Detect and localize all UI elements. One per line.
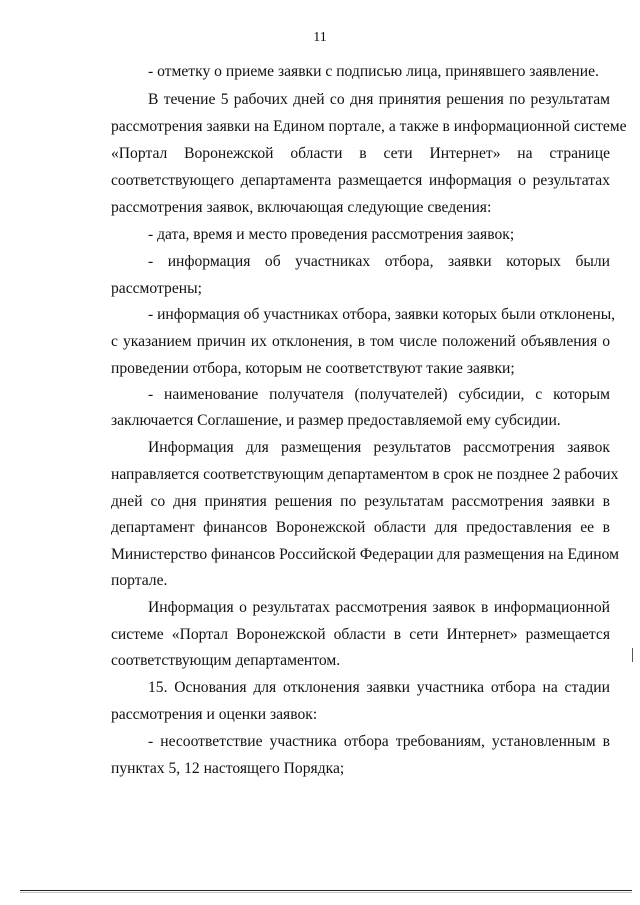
text-line: - информация об участниках отбора, заявки которых были xyxy=(148,253,610,270)
text-line: «Портал Воронежской области в сети Интернет» на странице xyxy=(111,145,610,162)
text-line: с указанием причин их отклонения, в том числе положений объявления о xyxy=(111,333,610,350)
text-line: Информация для размещения результатов рассмотрения заявок xyxy=(148,439,610,456)
text-line: В течение 5 рабочих дней со дня принятия решения по результатам xyxy=(148,91,610,108)
text-line: рассмотрения заявки на Едином портале, а также в информационной системе xyxy=(111,118,627,135)
text-line: - информация об участниках отбора, заявки которых были отклонены, xyxy=(148,306,616,323)
text-line: Информация о результатах рассмотрения заявок в информационной xyxy=(148,599,610,616)
text-line: системе «Портал Воронежской области в сети Интернет» размещается xyxy=(111,626,610,643)
scan-bottom-edge xyxy=(20,890,632,891)
text-line: проведении отбора, которым не соответствуют такие заявки; xyxy=(111,360,515,377)
text-line: - наименование получателя (получателей) субсидии, с которым xyxy=(148,386,610,403)
text-line: направляется соответствующим департаментом в срок не позднее 2 рабочих xyxy=(111,466,619,483)
text-line: соответствующего департамента размещается информация о результатах xyxy=(111,172,610,189)
text-line: рассмотрения и оценки заявок: xyxy=(111,706,318,723)
text-line: 15. Основания для отклонения заявки участника отбора на стадии xyxy=(148,679,610,696)
scan-edge-mark xyxy=(632,648,633,662)
scan-bottom-shadow xyxy=(20,892,632,893)
text-line: портале. xyxy=(111,572,168,589)
text-line: рассмотрены; xyxy=(111,280,202,297)
text-line: соответствующим департаментом. xyxy=(111,652,341,669)
text-line: рассмотрения заявок, включающая следующие сведения: xyxy=(111,199,492,216)
text-line: заключается Соглашение, и размер предоставляемой ему субсидии. xyxy=(111,412,561,429)
text-line: дней со дня принятия решения по результатам рассмотрения заявки в xyxy=(111,493,610,510)
text-line: департамент финансов Воронежской области для предоставления ее в xyxy=(111,519,610,536)
text-line: - несоответствие участника отбора требованиям, установленным в xyxy=(148,733,610,750)
text-line: - дата, время и место проведения рассмотрения заявок; xyxy=(148,226,515,243)
text-line: - отметку о приеме заявки с подписью лица, принявшего заявление. xyxy=(148,63,599,80)
text-line: Министерство финансов Российской Федерации для размещения на Едином xyxy=(111,546,619,563)
text-line: пунктах 5, 12 настоящего Порядка; xyxy=(111,760,345,777)
page-number: 11 xyxy=(313,30,327,45)
